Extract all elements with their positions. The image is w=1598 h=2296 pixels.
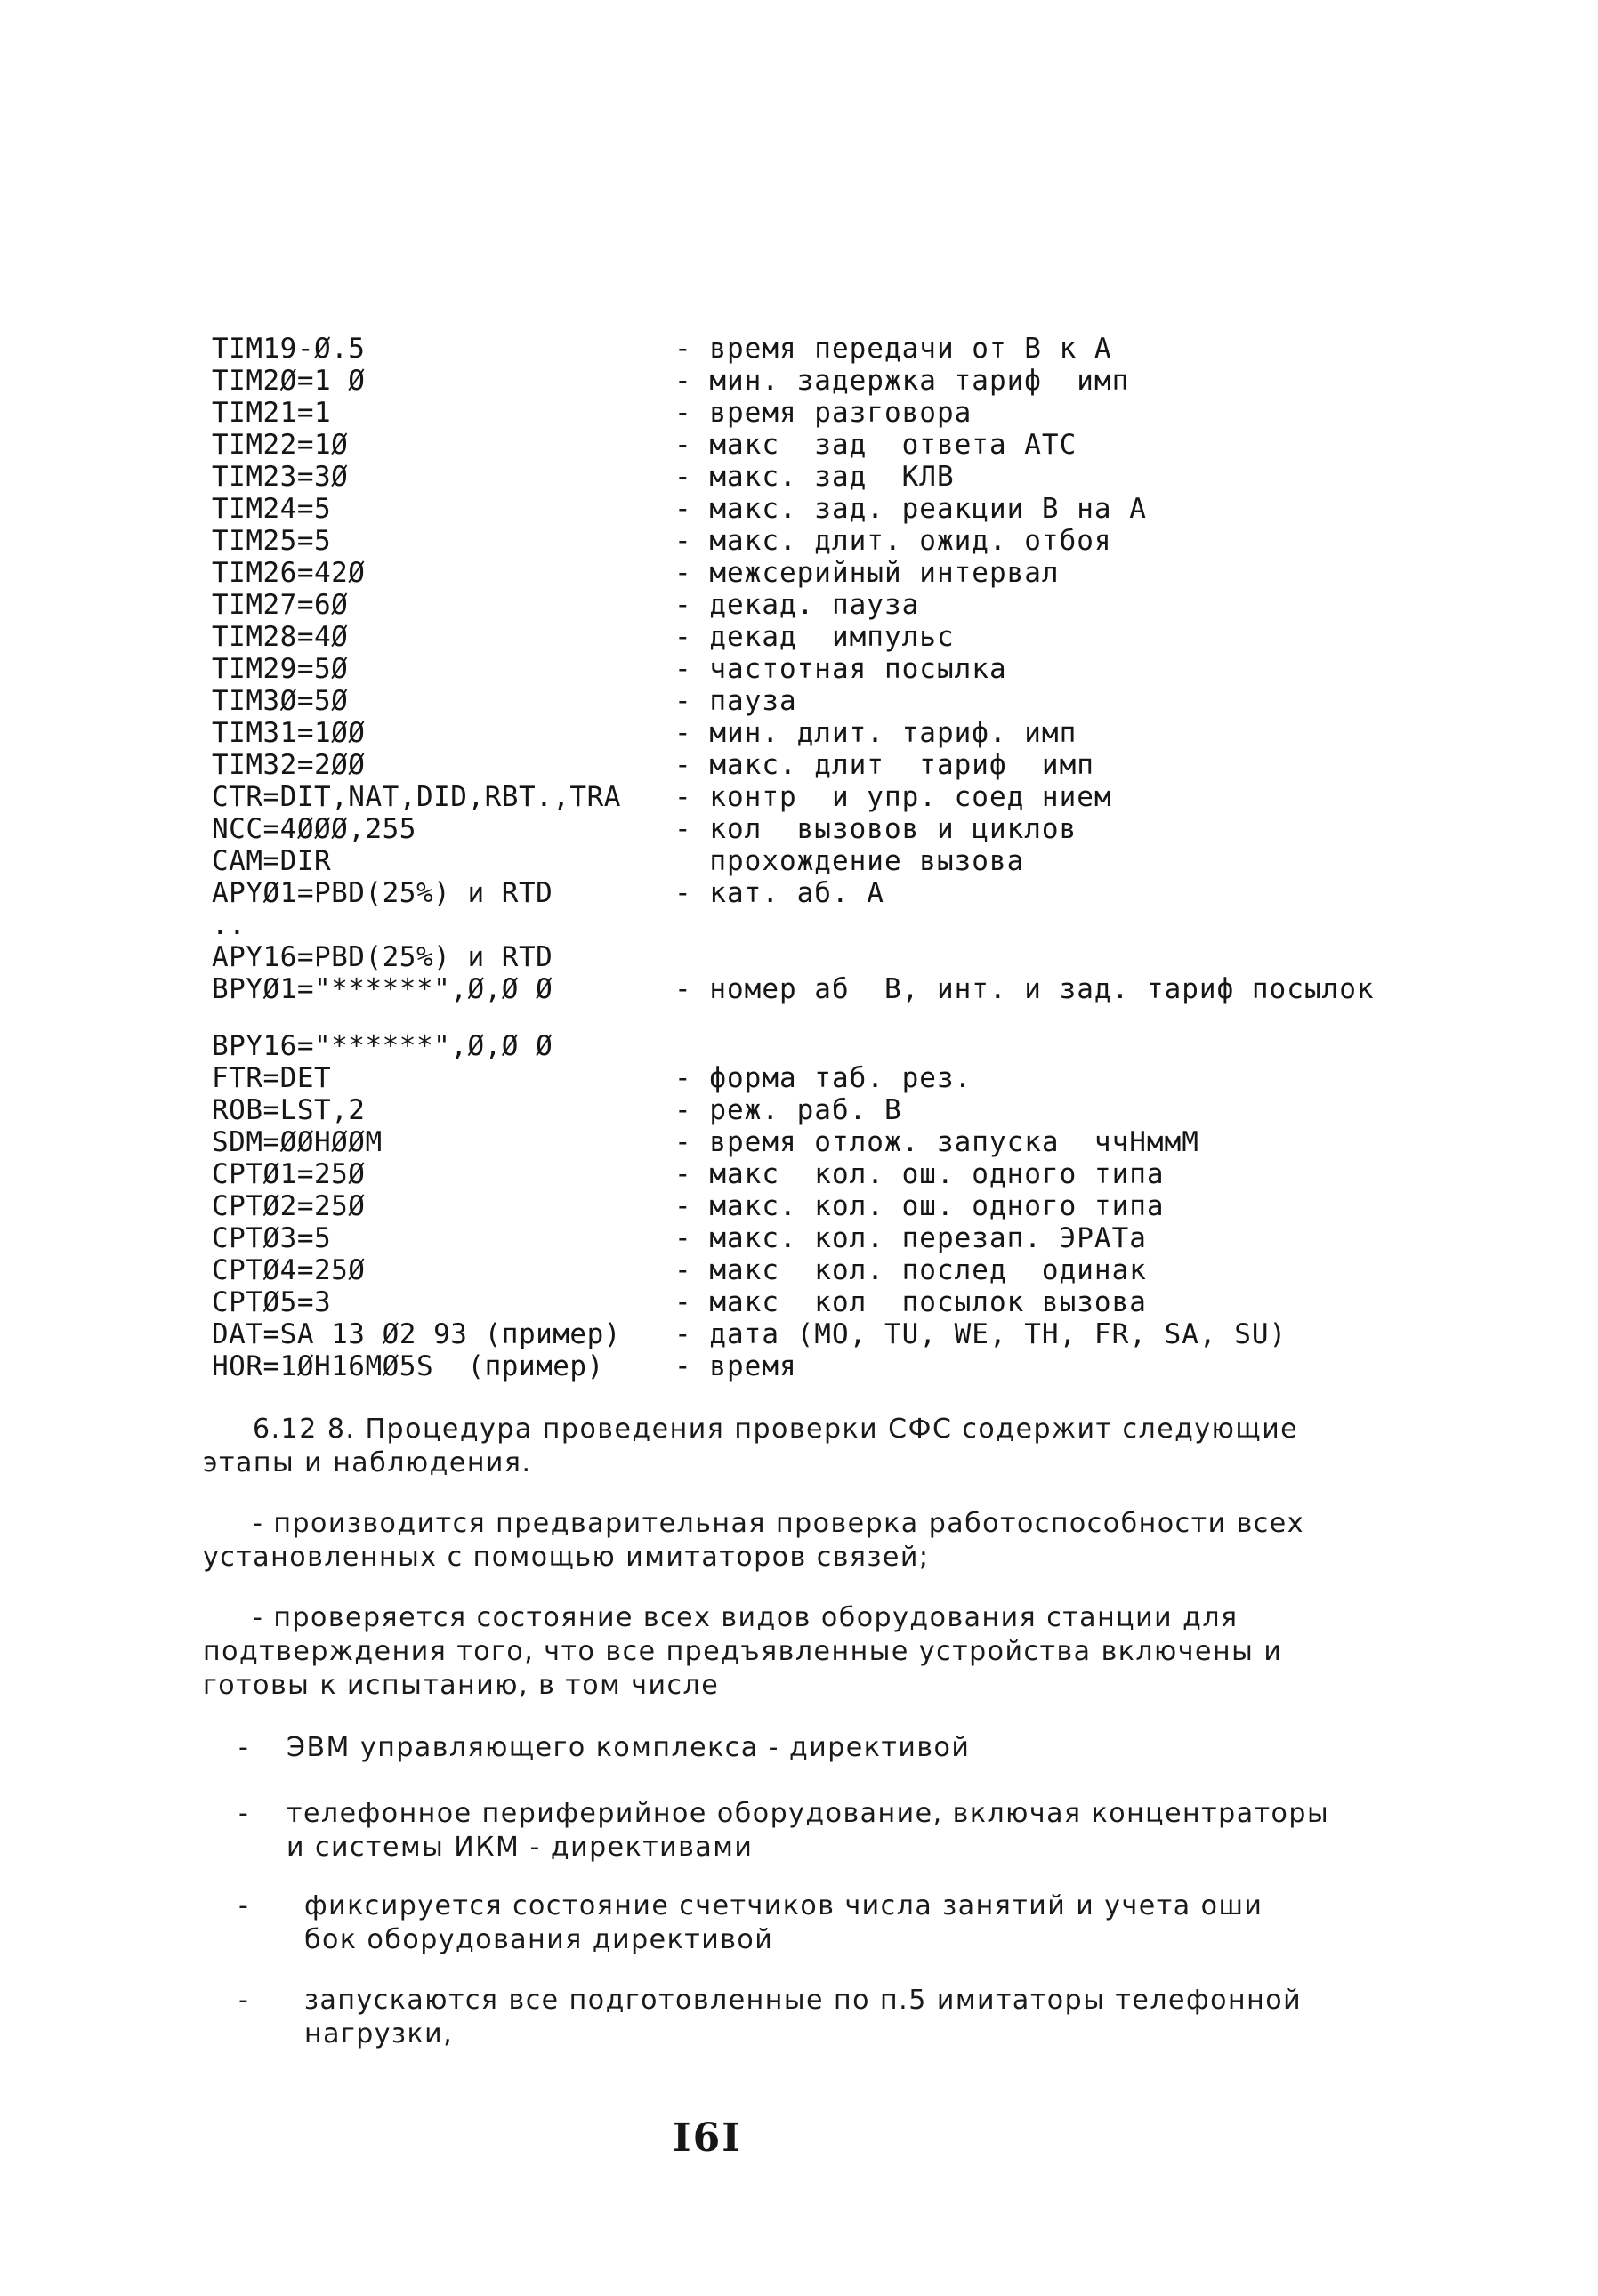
parameter-row bbox=[212, 717, 1457, 749]
parameter-row bbox=[212, 685, 1457, 717]
parameter-description: - макс. длит. ожид. отбоя bbox=[674, 525, 1112, 557]
bullet-line: ЭВМ управляющего комплекса - директивой bbox=[287, 1732, 971, 1763]
parameter-list bbox=[212, 333, 1457, 1382]
bullet-item bbox=[238, 1889, 1457, 1957]
paragraph-line: 6.12 8. Процедура проведения проверки СФС содержит следующие bbox=[253, 1414, 1299, 1445]
parameter-description: - кол вызовов и циклов bbox=[674, 813, 1077, 845]
parameter-row bbox=[212, 365, 1457, 397]
parameter-row bbox=[212, 845, 1457, 877]
bullet-line: и системы ИКМ - директивами bbox=[287, 1832, 754, 1863]
bullet-item bbox=[238, 1731, 1457, 1765]
bullet-dash: - bbox=[238, 1798, 250, 1829]
parameter-description: - макс зад ответа АТС bbox=[674, 429, 1077, 461]
parameter-description: - макс. кол. ош. одного типа bbox=[674, 1190, 1165, 1222]
parameter-description: - декад. пауза bbox=[674, 589, 920, 621]
parameter-description: - макс кол. ош. одного типа bbox=[674, 1158, 1165, 1190]
parameter-row bbox=[212, 461, 1457, 493]
parameter-description: - время разговора bbox=[674, 397, 973, 429]
parameter-row bbox=[212, 397, 1457, 429]
bullet-line: запускаются все подготовленные по п.5 имитаторы телефонной bbox=[304, 1985, 1303, 2016]
parameter-code: TIM24=5 bbox=[212, 493, 332, 525]
paragraph-line: - производится предварительная проверка работоспособности всех bbox=[253, 1508, 1304, 1539]
parameter-row bbox=[212, 909, 1457, 941]
parameter-row bbox=[212, 1190, 1457, 1222]
bullet-line: телефонное периферийное оборудование, включая концентраторы bbox=[287, 1798, 1330, 1829]
bullet-item bbox=[238, 1797, 1457, 1865]
parameter-row bbox=[212, 429, 1457, 461]
parameter-row bbox=[212, 1005, 1457, 1030]
parameter-code: CAM=DIR bbox=[212, 845, 332, 877]
parameter-code: APYØ1=PBD(25%) и RTD bbox=[212, 877, 553, 909]
bullet-dash: - bbox=[238, 1985, 250, 2016]
parameter-code: TIM2Ø=1 Ø bbox=[212, 365, 366, 397]
parameter-code: ROB=LST,2 bbox=[212, 1094, 366, 1126]
parameter-row bbox=[212, 525, 1457, 557]
page-number: I6I bbox=[673, 2115, 742, 2161]
parameter-row bbox=[212, 589, 1457, 621]
parameter-description: - контр и упр. соед нием bbox=[674, 781, 1112, 813]
parameter-description: - декад импульс bbox=[674, 621, 955, 653]
parameter-code: TIM26=42Ø bbox=[212, 557, 366, 589]
parameter-row bbox=[212, 1094, 1457, 1126]
bullet-dash: - bbox=[238, 1890, 250, 1921]
parameter-row bbox=[212, 813, 1457, 845]
parameter-row bbox=[212, 877, 1457, 909]
parameter-row bbox=[212, 973, 1457, 1005]
bullet-dash: - bbox=[238, 1732, 250, 1763]
parameter-description: - межсерийный интервал bbox=[674, 557, 1060, 589]
parameter-row bbox=[212, 1062, 1457, 1094]
parameter-description: - мин. задержка тариф имп bbox=[674, 365, 1130, 397]
parameter-row bbox=[212, 493, 1457, 525]
bullet-line: нагрузки, bbox=[304, 2018, 454, 2050]
paragraph-line: подтверждения того, что все предъявленные устройства включены и bbox=[203, 1636, 1283, 1667]
parameter-description: - время передачи от В к А bbox=[674, 333, 1112, 365]
paragraph-line: - проверяется состояние всех видов оборудования станции для bbox=[253, 1602, 1239, 1633]
parameter-row bbox=[212, 653, 1457, 685]
parameter-code: TIM32=2ØØ bbox=[212, 749, 366, 781]
parameter-description: - макс. кол. перезап. ЭРАТа bbox=[674, 1222, 1147, 1254]
parameter-code: TIM31=1ØØ bbox=[212, 717, 366, 749]
parameter-code: FTR=DET bbox=[212, 1062, 332, 1094]
parameter-code: TIM29=5Ø bbox=[212, 653, 349, 685]
parameter-code: HOR=1ØH16MØ5S (пример) bbox=[212, 1350, 604, 1382]
parameter-code: DAT=SA 13 Ø2 93 (пример) bbox=[212, 1318, 621, 1350]
paragraph-line: этапы и наблюдения. bbox=[203, 1447, 532, 1478]
parameter-row bbox=[212, 1222, 1457, 1254]
parameter-description: - частотная посылка bbox=[674, 653, 1007, 685]
parameter-description: - макс кол посылок вызова bbox=[674, 1286, 1147, 1318]
paragraph-line: установленных с помощью имитаторов связей; bbox=[203, 1542, 930, 1573]
parameter-code: CTR=DIT,NAT,DID,RBT.,TRA bbox=[212, 781, 621, 813]
parameter-row bbox=[212, 1030, 1457, 1062]
parameter-code: TIM19-Ø.5 bbox=[212, 333, 366, 365]
parameter-description: - макс кол. послед одинак bbox=[674, 1254, 1147, 1286]
parameter-row bbox=[212, 1350, 1457, 1382]
parameter-row bbox=[212, 1286, 1457, 1318]
parameter-code: .. bbox=[212, 909, 246, 941]
parameter-row bbox=[212, 333, 1457, 365]
parameter-code: NCC=4ØØØ,255 bbox=[212, 813, 416, 845]
parameter-description: - дата (MO, TU, WE, TH, FR, SA, SU) bbox=[674, 1318, 1287, 1350]
parameter-description: - номер аб В, инт. и зад. тариф посылок bbox=[674, 973, 1375, 1005]
parameter-description: - макс. зад. реакции В на А bbox=[674, 493, 1147, 525]
bullet-line: фиксируется состояние счетчиков числа занятий и учета оши bbox=[304, 1890, 1263, 1921]
parameter-code: CPTØ4=25Ø bbox=[212, 1254, 366, 1286]
parameter-description: - время bbox=[674, 1350, 797, 1382]
parameter-code: BPYØ1="******",Ø,Ø Ø bbox=[212, 973, 553, 1005]
parameter-code: CPTØ1=25Ø bbox=[212, 1158, 366, 1190]
paragraph-line: готовы к испытанию, в том числе bbox=[203, 1670, 720, 1701]
parameter-row bbox=[212, 749, 1457, 781]
paragraph-equipment-check bbox=[203, 1601, 1449, 1703]
parameter-code: TIM3Ø=5Ø bbox=[212, 685, 349, 717]
parameter-row bbox=[212, 1318, 1457, 1350]
parameter-code: TIM28=4Ø bbox=[212, 621, 349, 653]
paragraph-procedure bbox=[203, 1413, 1449, 1480]
parameter-code: CPTØ2=25Ø bbox=[212, 1190, 366, 1222]
parameter-row bbox=[212, 941, 1457, 973]
parameter-code: APY16=PBD(25%) и RTD bbox=[212, 941, 553, 973]
parameter-row bbox=[212, 1254, 1457, 1286]
parameter-description: - мин. длит. тариф. имп bbox=[674, 717, 1077, 749]
parameter-row bbox=[212, 557, 1457, 589]
parameter-code: BPY16="******",Ø,Ø Ø bbox=[212, 1030, 553, 1062]
parameter-code: TIM27=6Ø bbox=[212, 589, 349, 621]
parameter-description: - макс. длит тариф имп bbox=[674, 749, 1094, 781]
parameter-code: CPTØ3=5 bbox=[212, 1222, 332, 1254]
parameter-row bbox=[212, 781, 1457, 813]
bullet-item bbox=[238, 1984, 1457, 2051]
parameter-code: CPTØ5=3 bbox=[212, 1286, 332, 1318]
parameter-description: - форма таб. рез. bbox=[674, 1062, 973, 1094]
parameter-row bbox=[212, 1158, 1457, 1190]
parameter-description: прохождение вызова bbox=[674, 845, 1025, 877]
parameter-code: TIM25=5 bbox=[212, 525, 332, 557]
parameter-description: - кат. аб. А bbox=[674, 877, 884, 909]
parameter-row bbox=[212, 1126, 1457, 1158]
bullet-line: бок оборудования директивой bbox=[304, 1924, 774, 1955]
parameter-row bbox=[212, 621, 1457, 653]
parameter-code: SDM=ØØHØØM bbox=[212, 1126, 383, 1158]
parameter-code: TIM23=3Ø bbox=[212, 461, 349, 493]
parameter-description: - пауза bbox=[674, 685, 797, 717]
paragraph-preliminary-check bbox=[203, 1507, 1449, 1575]
parameter-code: TIM22=1Ø bbox=[212, 429, 349, 461]
parameter-code: TIM21=1 bbox=[212, 397, 332, 429]
parameter-description: - время отлож. запуска ччНммМ bbox=[674, 1126, 1199, 1158]
parameter-description: - макс. зад КЛВ bbox=[674, 461, 955, 493]
parameter-description: - реж. раб. В bbox=[674, 1094, 902, 1126]
